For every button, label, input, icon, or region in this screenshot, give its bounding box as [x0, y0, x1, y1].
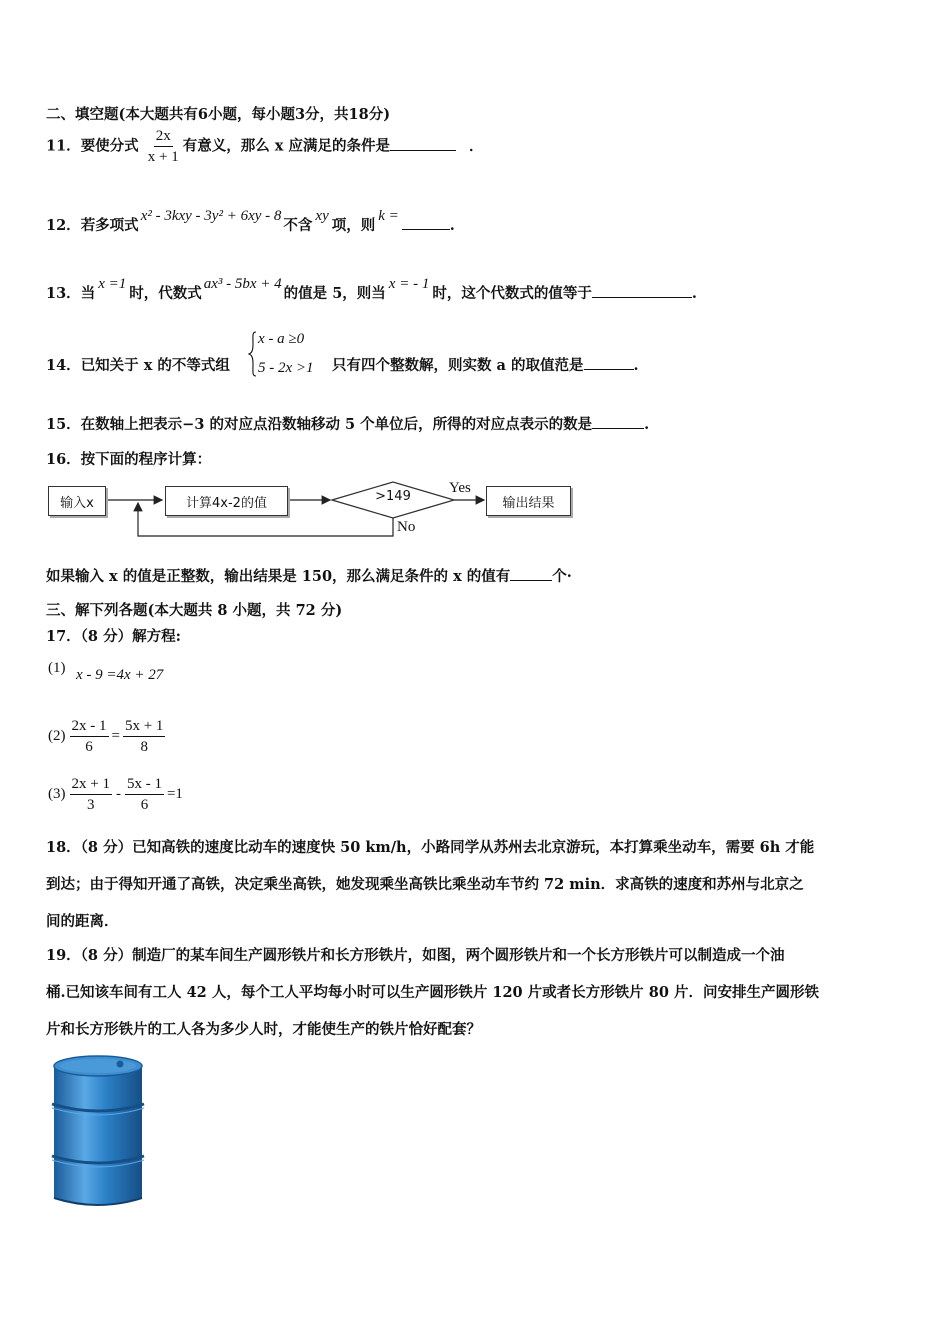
flow-condition-label: >149 [375, 489, 411, 504]
q14-post: 只有四个整数解，则实数 a 的取值范是 [332, 357, 584, 374]
q17-part-2-label: (2) [48, 728, 66, 744]
q15-end: . [644, 416, 650, 433]
q14-number: 14． [46, 357, 81, 374]
q17-part-3-left-fraction [70, 776, 112, 813]
q11-numerator: 2x [154, 128, 173, 147]
answer-blank-16[interactable] [510, 566, 552, 581]
q16-followup-post: 个· [552, 568, 572, 585]
q12-number: 12． [46, 217, 81, 234]
q17-part-3-right-fraction [125, 776, 164, 813]
q12-k-expression: k = [378, 208, 399, 224]
flow-no-label: No [397, 519, 416, 535]
q13-post: 时，这个代数式的值等于 [432, 285, 592, 302]
question-19-line-1: 19．（8 分）制造厂的某车间生产圆形铁片和长方形铁片，如图，两个圆形铁片和一个长方形铁片可以制造成一个油 [46, 947, 785, 964]
answer-blank-14[interactable] [584, 355, 634, 370]
answer-blank-13[interactable] [592, 283, 692, 298]
answer-blank-15[interactable] [592, 414, 644, 429]
brace-icon [248, 330, 258, 378]
question-15 [46, 413, 649, 434]
q17-p3-left-denominator: 3 [86, 797, 95, 813]
question-19-line-2: 桶.已知该车间有工人 42 人，每个工人平均每小时可以生产圆形铁片 120 片或者长方形铁片 80 片．问安排生产圆形铁 [46, 984, 819, 1001]
question-19-line-3: 片和长方形铁片的工人各为多少人时，才能使生产的铁片恰好配套？ [46, 1021, 481, 1038]
q11-fraction [146, 128, 181, 165]
q17-p2-left-numerator: 2x - 1 [70, 718, 109, 737]
question-11 [46, 128, 484, 165]
q12-post: 项，则 [331, 217, 376, 234]
q14-inequality-1: x - a ≥0 [258, 331, 305, 347]
q17-p3-right-numerator: 5x - 1 [125, 776, 164, 795]
question-16: 16．按下面的程序计算： [46, 451, 212, 468]
q11-end: ． [469, 137, 484, 155]
flow-calc-box: 计算4x-2的值 [165, 486, 288, 516]
q17-part-3 [48, 776, 183, 813]
q17-part-1-label: (1) [48, 660, 66, 676]
question-14-tail [332, 354, 639, 375]
q12-end: . [449, 217, 455, 234]
q17-part-2 [48, 718, 165, 755]
q17-part-3-minus: - [115, 786, 121, 802]
q13-expression: ax³ - 5bx + 4 [203, 276, 282, 292]
q17-p3-right-denominator: 6 [140, 797, 149, 813]
flow-output-box: 输出结果 [486, 486, 571, 516]
question-18-line-2: 到达；由于得知开通了高铁，决定乘坐高铁，她发现乘坐高铁比乘坐动车节约 72 min．求高铁的速度和苏州与北京之 [46, 876, 804, 893]
q13-condition-1: x =1 [98, 276, 127, 292]
q13-mid-1: 时，代数式 [129, 285, 202, 302]
q16-followup-pre: 如果输入 x 的值是正整数，输出结果是 150，那么满足条件的 x 的值有 [46, 568, 511, 585]
q17-part-3-equals: =1 [166, 786, 183, 802]
q12-pre: 若多项式 [80, 217, 139, 234]
q14-end: . [633, 357, 639, 374]
q17-p2-right-numerator: 5x + 1 [123, 718, 165, 737]
q11-post: 有意义，那么 x 应满足的条件是 [182, 137, 390, 155]
q12-term: xy [315, 208, 329, 224]
q11-number: 11． [46, 137, 81, 155]
q12-mid: 不含 [283, 217, 313, 234]
q17-part-3-label: (3) [48, 786, 66, 802]
q11-pre: 要使分式 [80, 137, 139, 155]
q17-part-2-left-fraction [70, 718, 109, 755]
question-18-line-3: 间的距离． [46, 913, 119, 930]
section-3-heading: 三、解下列各题(本大题共 8 小题，共 72 分) [46, 602, 343, 619]
q13-mid-2: 的值是 5，则当 [283, 285, 386, 302]
q17-part-2-equals: = [111, 728, 120, 744]
oil-barrel-image [48, 1052, 148, 1212]
q13-pre: 当 [80, 285, 96, 302]
answer-blank-11[interactable] [390, 136, 456, 151]
flow-input-box: 输入x [48, 486, 106, 516]
q13-number: 13． [46, 285, 81, 302]
q17-part-1-equation: x - 9 =4x + 27 [76, 667, 164, 683]
q17-p2-left-denominator: 6 [85, 739, 93, 755]
q13-condition-2: x = - 1 [388, 276, 430, 292]
answer-blank-12[interactable] [402, 215, 450, 230]
flow-yes-label: Yes [449, 480, 471, 496]
question-17: 17．（8 分）解方程: [46, 628, 181, 645]
q15-text: 15．在数轴上把表示−3 的对应点沿数轴移动 5 个单位后，所得的对应点表示的数是 [46, 416, 593, 433]
question-16-followup [46, 565, 572, 586]
q14-pre: 已知关于 x 的不等式组 [80, 357, 230, 374]
q17-p2-right-denominator: 8 [140, 739, 148, 755]
q11-denominator: x + 1 [147, 149, 179, 165]
question-18-line-1: 18．（8 分）已知高铁的速度比动车的速度快 50 km/h，小路同学从苏州去北京游玩，本打算乘坐动车，需要 6h 才能 [46, 839, 815, 856]
q17-p3-left-numerator: 2x + 1 [70, 776, 112, 795]
q12-polynomial: x² - 3kxy - 3y² + 6xy - 8 [140, 208, 282, 224]
q17-part-2-right-fraction [123, 718, 165, 755]
question-14-text [46, 354, 230, 375]
section-2-heading: 二、填空题(本大题共有6小题，每小题3分，共18分) [46, 106, 391, 123]
question-13 [46, 276, 697, 303]
q13-end: . [691, 285, 697, 302]
q14-inequality-2: 5 - 2x >1 [258, 360, 314, 376]
question-12 [46, 208, 455, 235]
